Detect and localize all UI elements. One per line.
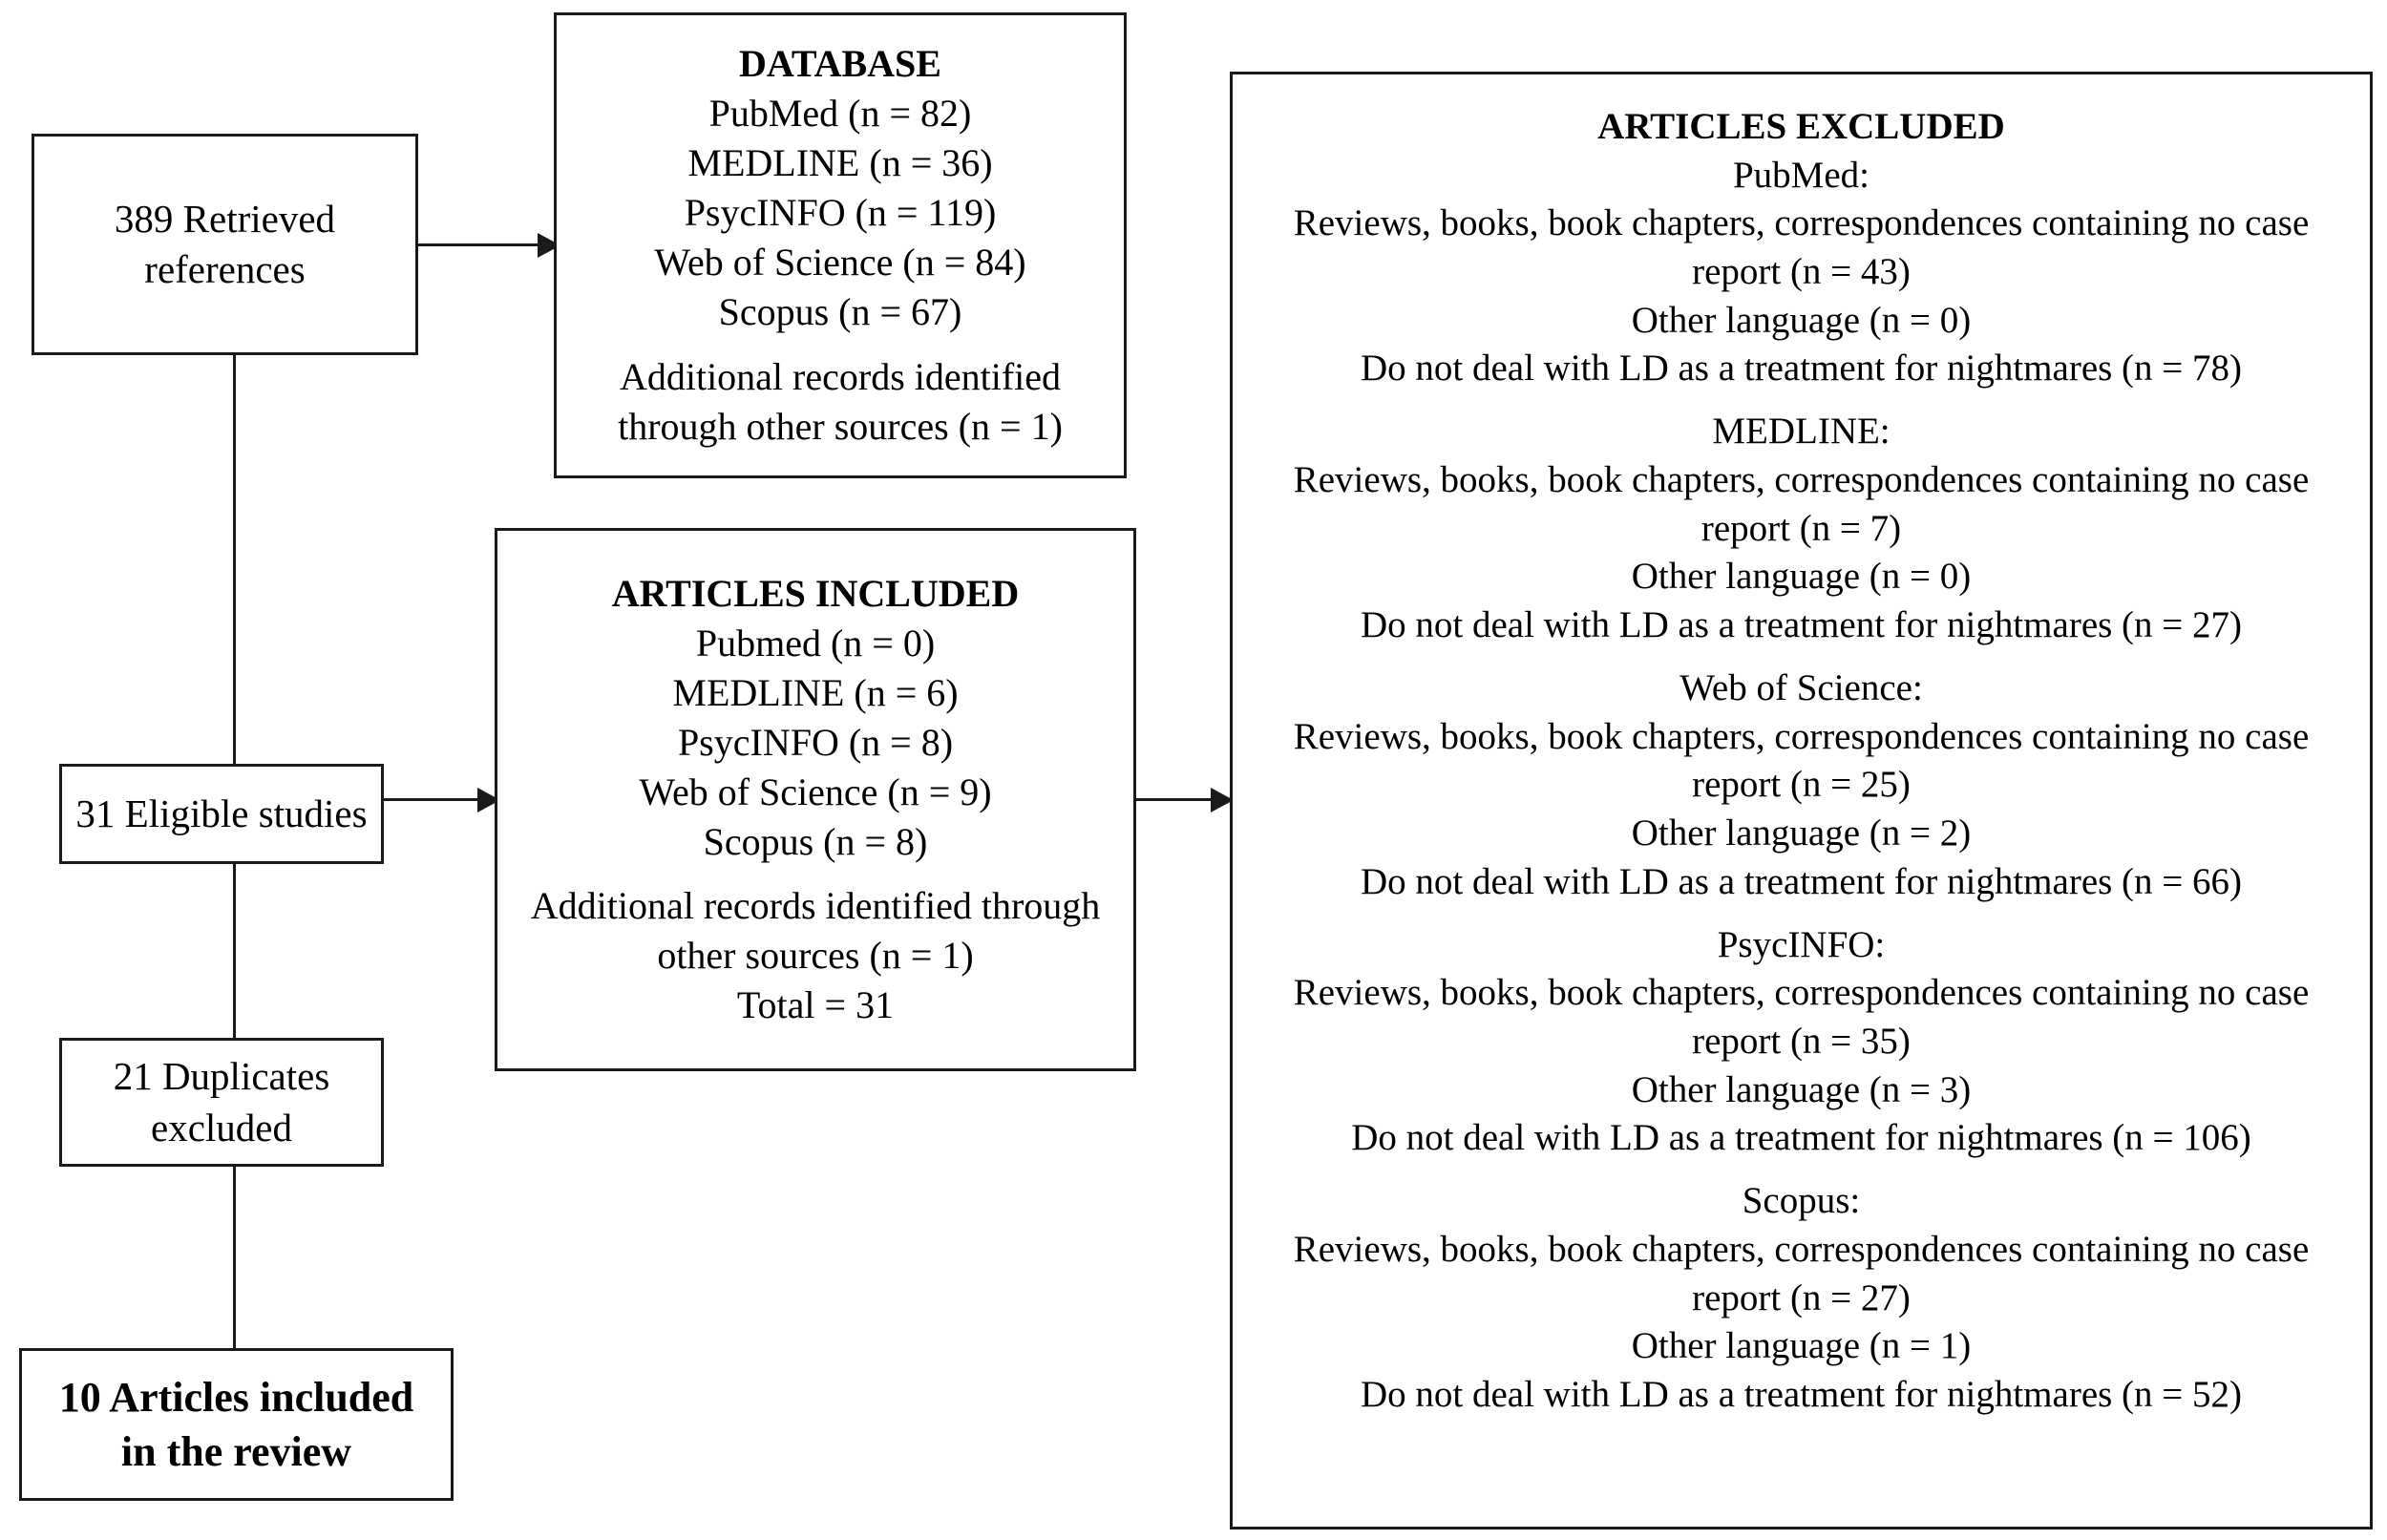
excluded-reason-main-psycinfo: Reviews, books, book chapters, correspondences containing no case (1293, 972, 2310, 1014)
excluded-source-psycinfo: PsycINFO: (1717, 923, 1886, 965)
connector-duplicates-to-final (233, 1167, 236, 1348)
database-heading: DATABASE (739, 42, 941, 86)
included-footer-line-1: Additional records identified through (530, 884, 1101, 928)
excluded-reason-tail-pubmed: report (n = 43) (1692, 251, 1911, 293)
included-line-scopus: Scopus (n = 8) (703, 819, 928, 863)
box-articles-excluded (1230, 72, 2373, 1529)
excluded-not-relevant-psycinfo: Do not deal with LD as a treatment for nightmares (n = 106) (1351, 1117, 2251, 1159)
box-database (554, 12, 1127, 478)
final-line-2: in the review (120, 1428, 352, 1475)
retrieved-line-1: 389 Retrieved (114, 196, 336, 241)
box-final-included (19, 1348, 454, 1501)
excluded-reason-main-medline: Reviews, books, book chapters, correspondences containing no case (1293, 459, 2310, 500)
included-footer-total: Total = 31 (736, 983, 895, 1027)
final-line-1: 10 Articles included (58, 1373, 414, 1421)
excluded-reason-main-webofscience: Reviews, books, book chapters, correspondences containing no case (1293, 715, 2310, 757)
box-retrieved-references (32, 134, 418, 355)
box-duplicates-excluded (59, 1038, 384, 1167)
included-heading: ARTICLES INCLUDED (611, 571, 1020, 615)
included-line-psycinfo: PsycINFO (n = 8) (677, 720, 954, 764)
excluded-not-relevant-medline: Do not deal with LD as a treatment for nightmares (n = 27) (1360, 604, 2243, 646)
included-footer-line-2: other sources (n = 1) (657, 934, 974, 978)
excluded-reason-tail-medline: report (n = 7) (1700, 507, 1902, 549)
excluded-heading: ARTICLES EXCLUDED (1597, 106, 2005, 147)
database-footer-line-2: through other sources (n = 1) (618, 404, 1063, 448)
database-line-psycinfo: PsycINFO (n = 119) (684, 191, 997, 235)
excluded-not-relevant-pubmed: Do not deal with LD as a treatment for nightmares (n = 78) (1360, 348, 2243, 390)
included-line-webofscience: Web of Science (n = 9) (639, 770, 992, 813)
excluded-other-language-pubmed: Other language (n = 0) (1631, 299, 1972, 341)
database-line-scopus: Scopus (n = 67) (718, 290, 962, 334)
excluded-not-relevant-scopus: Do not deal with LD as a treatment for nightmares (n = 52) (1360, 1373, 2243, 1415)
excluded-other-language-psycinfo: Other language (n = 3) (1631, 1068, 1972, 1110)
excluded-other-language-medline: Other language (n = 0) (1631, 556, 1972, 598)
box-articles-included (495, 528, 1136, 1071)
database-line-webofscience: Web of Science (n = 84) (654, 241, 1026, 285)
excluded-not-relevant-webofscience: Do not deal with LD as a treatment for nightmares (n = 66) (1360, 860, 2243, 902)
excluded-reason-tail-psycinfo: report (n = 35) (1692, 1020, 1911, 1062)
excluded-reason-main-scopus: Reviews, books, book chapters, correspondences containing no case (1293, 1228, 2310, 1270)
excluded-reason-tail-scopus: report (n = 27) (1692, 1276, 1911, 1318)
excluded-other-language-scopus: Other language (n = 1) (1631, 1325, 1972, 1367)
duplicates-line-2: excluded (151, 1105, 292, 1150)
excluded-reason-tail-webofscience: report (n = 25) (1692, 764, 1911, 806)
retrieved-line-2: references (144, 247, 306, 291)
excluded-source-pubmed: PubMed: (1732, 154, 1869, 196)
excluded-source-medline: MEDLINE: (1712, 411, 1891, 453)
included-line-pubmed: Pubmed (n = 0) (695, 621, 936, 665)
database-line-pubmed: PubMed (n = 82) (708, 92, 972, 136)
excluded-other-language-webofscience: Other language (n = 2) (1631, 812, 1972, 854)
excluded-source-scopus: Scopus: (1742, 1180, 1861, 1222)
excluded-source-webofscience: Web of Science: (1679, 666, 1923, 708)
included-line-medline: MEDLINE (n = 6) (672, 670, 959, 714)
duplicates-line-1: 21 Duplicates (113, 1054, 330, 1099)
excluded-reason-main-pubmed: Reviews, books, book chapters, correspondences containing no case (1293, 202, 2310, 244)
database-line-medline: MEDLINE (n = 36) (687, 141, 993, 185)
connector-retrieved-down (233, 353, 236, 764)
connector-eligible-to-duplicates (233, 864, 236, 1038)
eligible-line-1: 31 Eligible studies (75, 791, 368, 835)
box-eligible-studies (59, 764, 384, 864)
database-footer-line-1: Additional records identified (619, 354, 1062, 398)
